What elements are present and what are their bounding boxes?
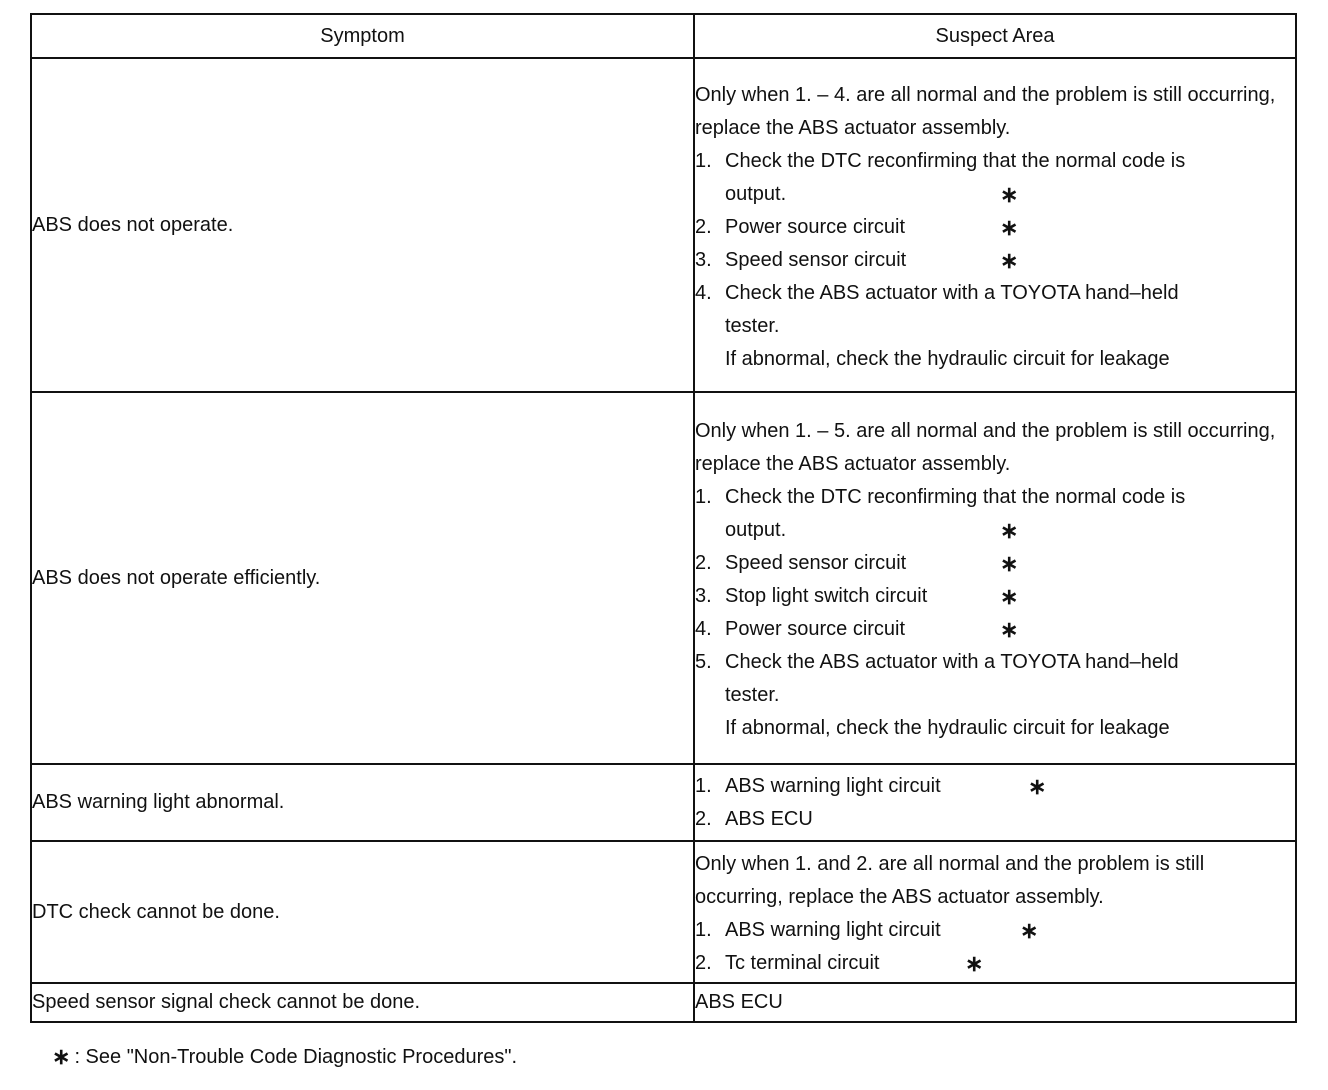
suspect-area-cell xyxy=(694,841,1296,983)
suspect-list-item xyxy=(695,803,1295,836)
table-body xyxy=(31,58,1296,1022)
list-item-line xyxy=(725,343,1295,376)
list-item-text xyxy=(725,947,1295,980)
table-row xyxy=(31,764,1296,841)
list-item-number: 1. xyxy=(695,149,712,172)
list-item-line-text: ABS ECU xyxy=(725,807,813,830)
symptom-cell: Speed sensor signal check cannot be done. xyxy=(31,983,694,1022)
asterisk-icon: ∗ xyxy=(52,1044,71,1069)
table-row xyxy=(31,58,1296,392)
asterisk-icon: ∗ xyxy=(1028,773,1047,799)
suspect-list-item xyxy=(695,613,1295,646)
suspect-list-item xyxy=(695,481,1295,547)
list-item-line-text: If abnormal, check the hydraulic circuit for leakage xyxy=(725,347,1170,370)
list-item-line xyxy=(725,770,1295,803)
list-item-number: 2. xyxy=(695,807,712,830)
list-item-text xyxy=(725,244,1295,277)
list-item-line-text: ABS warning light circuit xyxy=(725,919,941,941)
list-item-line-text: ABS warning light circuit xyxy=(725,774,941,797)
asterisk-icon: ∗ xyxy=(1020,918,1039,943)
list-item-line-text: output. xyxy=(725,182,787,205)
list-item-text xyxy=(725,547,1295,580)
suspect-list-item xyxy=(695,211,1295,244)
list-item-number: 1. xyxy=(695,919,712,941)
list-item-line xyxy=(725,712,1295,745)
list-item-text xyxy=(725,580,1295,613)
table-row xyxy=(31,983,1296,1022)
list-item-number: 2. xyxy=(695,952,712,974)
list-item-line xyxy=(725,580,1295,613)
list-item-number: 5. xyxy=(695,651,712,673)
list-item-line xyxy=(725,947,1295,980)
suspect-list-item xyxy=(695,277,1295,376)
list-item-text xyxy=(725,211,1295,244)
list-item-text xyxy=(725,914,1295,947)
list-item-number: 3. xyxy=(695,248,712,271)
suspect-area-cell xyxy=(694,983,1296,1022)
list-item-line-text: Speed sensor circuit xyxy=(725,552,907,574)
list-item-line-text: Check the DTC reconfirming that the normal code is xyxy=(725,486,1186,508)
asterisk-icon: ∗ xyxy=(1000,584,1019,609)
list-item-line-text: Check the ABS actuator with a TOYOTA hand–held xyxy=(725,281,1179,304)
list-item-line xyxy=(725,646,1295,679)
symptom-cell: ABS does not operate. xyxy=(31,58,694,392)
list-item-line xyxy=(725,310,1295,343)
list-item-line-text: tester. xyxy=(725,314,780,337)
footnote-text: : See "Non-Trouble Code Diagnostic Procedures". xyxy=(74,1045,518,1068)
asterisk-icon: ∗ xyxy=(1000,518,1019,543)
header-suspect-area: Suspect Area xyxy=(694,14,1296,58)
suspect-list-item xyxy=(695,646,1295,745)
list-item-line-text: Check the ABS actuator with a TOYOTA hand–held xyxy=(725,651,1179,673)
list-item-number: 2. xyxy=(695,215,712,238)
list-item-number: 1. xyxy=(695,486,712,508)
suspect-area-cell xyxy=(694,392,1296,764)
list-item-line-text: If abnormal, check the hydraulic circuit for leakage xyxy=(725,717,1170,739)
footnote xyxy=(52,1044,517,1070)
symptom-cell: ABS warning light abnormal. xyxy=(31,764,694,841)
asterisk-icon: ∗ xyxy=(1000,247,1019,273)
list-item-number: 4. xyxy=(695,281,712,304)
list-item-line-text: Speed sensor circuit xyxy=(725,248,907,271)
list-item-line xyxy=(725,914,1295,947)
list-item-line xyxy=(725,211,1295,244)
suspect-list-item xyxy=(695,770,1295,803)
list-item-line-text: output. xyxy=(725,519,787,541)
table-row xyxy=(31,841,1296,983)
diagnosis-table xyxy=(30,13,1297,1023)
asterisk-icon: ∗ xyxy=(1000,214,1019,240)
asterisk-icon: ∗ xyxy=(965,951,984,976)
suspect-list-item xyxy=(695,580,1295,613)
list-item-line-text: Check the DTC reconfirming that the normal code is xyxy=(725,149,1186,172)
list-item-line xyxy=(725,803,1295,836)
list-item-text xyxy=(725,646,1295,745)
list-item-text xyxy=(725,803,1295,836)
symptom-cell: DTC check cannot be done. xyxy=(31,841,694,983)
list-item-text xyxy=(725,770,1295,803)
table-header-row xyxy=(31,14,1296,58)
suspect-intro: Only when 1. – 4. are all normal and the problem is still occurring, replace the ABS actuator assembly. xyxy=(695,83,1276,139)
list-item-line xyxy=(725,547,1295,580)
list-item-line-text: Power source circuit xyxy=(725,618,906,640)
list-item-text xyxy=(725,277,1295,376)
suspect-list-item xyxy=(695,947,1295,980)
header-symptom: Symptom xyxy=(31,14,694,58)
list-item-number: 4. xyxy=(695,618,712,640)
list-item-text xyxy=(725,613,1295,646)
list-item-line-text: Tc terminal circuit xyxy=(725,952,880,974)
list-item-text xyxy=(725,145,1295,211)
symptom-cell: ABS does not operate efficiently. xyxy=(31,392,694,764)
list-item-line-text: Power source circuit xyxy=(725,215,906,238)
suspect-intro: Only when 1. – 5. are all normal and the problem is still occurring, replace the ABS actuator assembly. xyxy=(695,420,1276,475)
list-item-number: 2. xyxy=(695,552,712,574)
list-item-line xyxy=(725,277,1295,310)
suspect-list-item xyxy=(695,547,1295,580)
list-item-line xyxy=(725,244,1295,277)
list-item-number: 1. xyxy=(695,774,712,797)
list-item-text xyxy=(725,481,1295,547)
suspect-area-cell xyxy=(694,58,1296,392)
list-item-line xyxy=(725,145,1295,178)
list-item-line xyxy=(725,613,1295,646)
list-item-line-text: tester. xyxy=(725,684,780,706)
suspect-list-item xyxy=(695,914,1295,947)
list-item-line xyxy=(725,679,1295,712)
list-item-line xyxy=(725,481,1295,514)
list-item-line xyxy=(725,514,1295,547)
suspect-intro: Only when 1. and 2. are all normal and the problem is still occurring, replace the ABS actuator assembly. xyxy=(695,853,1205,908)
asterisk-icon: ∗ xyxy=(1000,181,1019,207)
suspect-text: ABS ECU xyxy=(695,991,783,1013)
suspect-area-cell xyxy=(694,764,1296,841)
list-item-number: 3. xyxy=(695,585,712,607)
table-row xyxy=(31,392,1296,764)
asterisk-icon: ∗ xyxy=(1000,617,1019,642)
asterisk-icon: ∗ xyxy=(1000,551,1019,576)
suspect-list-item xyxy=(695,145,1295,211)
list-item-line-text: Stop light switch circuit xyxy=(725,585,928,607)
list-item-line xyxy=(725,178,1295,211)
suspect-list-item xyxy=(695,244,1295,277)
